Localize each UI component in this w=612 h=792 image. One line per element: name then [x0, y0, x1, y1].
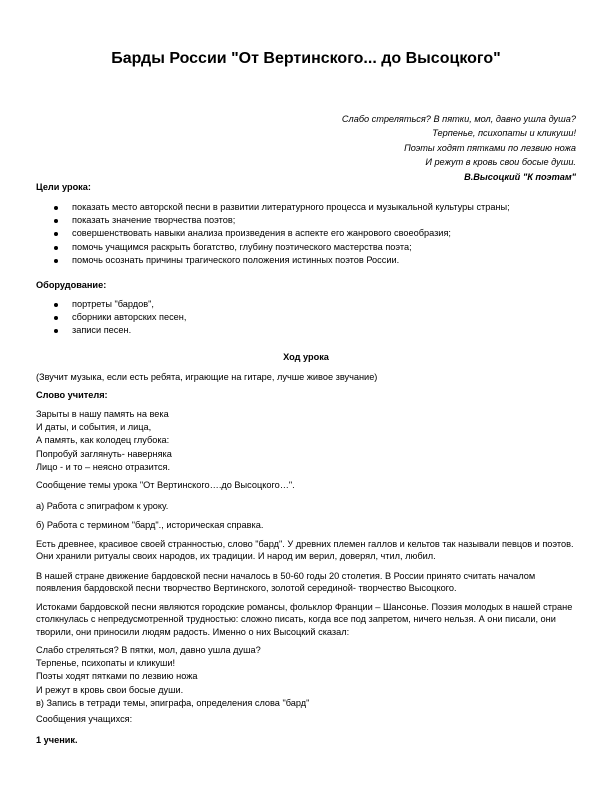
epigraph-line: Слабо стреляться? В пятки, мол, давно ушла душа? [341, 114, 576, 124]
bullet-icon [54, 246, 58, 250]
quote-line: Терпенье, психопаты и кликуши! [36, 658, 176, 669]
paragraph-origins: Истоками бардовской песни являются городские романсы, фольклор Франции – Шансонье. Поэзия молодых в нашей стране столкнулась с непредусмотренной трудностью: сложно писать, когда все под запретом, ничего нельзя. А они писали, они творили, они приносили людям радость. Именно о них Высоцкий сказал: [36, 602, 573, 637]
list-item [52, 241, 510, 254]
bullet-icon [54, 329, 58, 333]
epigraph-line: И режут в кровь свои босые души. [425, 157, 576, 168]
list-item [52, 254, 510, 267]
list-item-text: помочь учащимся раскрыть богатство, глубину поэтического мастерства поэта; [72, 241, 412, 252]
quote-line: Слабо стреляться? В пятки, мол, давно ушла душа? [36, 645, 261, 655]
poem-line: Попробуй заглянуть- наверняка [36, 448, 172, 459]
step-c: в) Запись в тетради темы, эпиграфа, определения слова "бард" [36, 697, 310, 708]
list-item-text: показать место авторской песни в развитии литературного процесса и музыкальной культуры страны; [72, 202, 510, 212]
bullet-icon [54, 303, 58, 307]
goals-list [52, 201, 510, 267]
list-item [52, 201, 510, 214]
list-item-text: помочь осознать причины трагического положения истинных поэтов России. [72, 254, 400, 265]
lesson-note: (Звучит музыка, если есть ребята, играющие на гитаре, лучше живое звучание) [36, 372, 378, 382]
quote-line: И режут в кровь свои босые души. [36, 684, 184, 695]
list-item [52, 324, 186, 337]
step-b: б) Работа с термином "бард"., историческая справка. [36, 520, 264, 530]
epigraph [342, 112, 576, 184]
list-item-text: записи песен. [72, 325, 132, 336]
student-1-heading: 1 ученик. [36, 735, 78, 745]
bullet-icon [54, 316, 58, 320]
lesson-heading: Ход урока [283, 352, 329, 362]
list-item-text: совершенствовать навыки анализа произведения в аспекте его жанрового своеобразия; [72, 228, 451, 239]
poem-line: И даты, и события, и лица, [36, 422, 152, 433]
epigraph-line: Поэты ходят пятками по лезвию ножа [404, 142, 576, 153]
list-item [52, 298, 186, 311]
poem-line: А память, как колодец глубока: [36, 435, 170, 446]
poem [36, 408, 172, 474]
paragraph-bard: Есть древнее, красивое своей странностью, слово "бард". У древних племен галлов и кельтов так называли певцов и поэтов. Они хранили ритуалы своих народов, их традиции. И народ им верил, доверял, чтил, любил. [36, 539, 574, 562]
list-item [52, 227, 510, 240]
poem-line: Лицо - и то – неясно отразится. [36, 461, 170, 472]
bullet-icon [54, 206, 58, 210]
teacher-heading: Слово учителя: [36, 390, 108, 400]
quote-line: Поэты ходят пятками по лезвию ножа [36, 671, 198, 682]
step-a: а) Работа с эпиграфом к уроку. [36, 501, 169, 511]
equipment-heading: Оборудование: [36, 280, 107, 290]
epigraph-line: Терпенье, психопаты и кликуши! [432, 128, 576, 139]
students-heading: Сообщения учащихся: [36, 714, 133, 724]
list-item [52, 311, 186, 324]
paragraph-history: В нашей стране движение бардовской песни началось в 50-60 годы 20 столетия. В России принято считать началом появления бардовской песни творчество Вертинского, золотой серединой- творчество Высоцкого. [36, 571, 536, 594]
topic-text: Сообщение темы урока "От Вертинского….до Высоцкого…". [36, 480, 295, 490]
list-item-text: сборники авторских песен, [72, 312, 187, 323]
bullet-icon [54, 219, 58, 223]
quote [36, 644, 309, 710]
bullet-icon [54, 259, 58, 263]
list-item-text: портреты "бардов", [72, 299, 154, 309]
list-item-text: показать значение творчества поэтов; [72, 215, 236, 226]
list-item [52, 214, 510, 227]
page-title: Барды России "От Вертинского... до Высоцкого" [111, 50, 501, 67]
bullet-icon [54, 232, 58, 236]
goals-heading: Цели урока: [36, 182, 91, 192]
epigraph-author: В.Высоцкий "К поэтам" [464, 171, 576, 182]
poem-line: Зарыты в нашу память на века [36, 409, 169, 419]
equipment-list [52, 298, 186, 338]
